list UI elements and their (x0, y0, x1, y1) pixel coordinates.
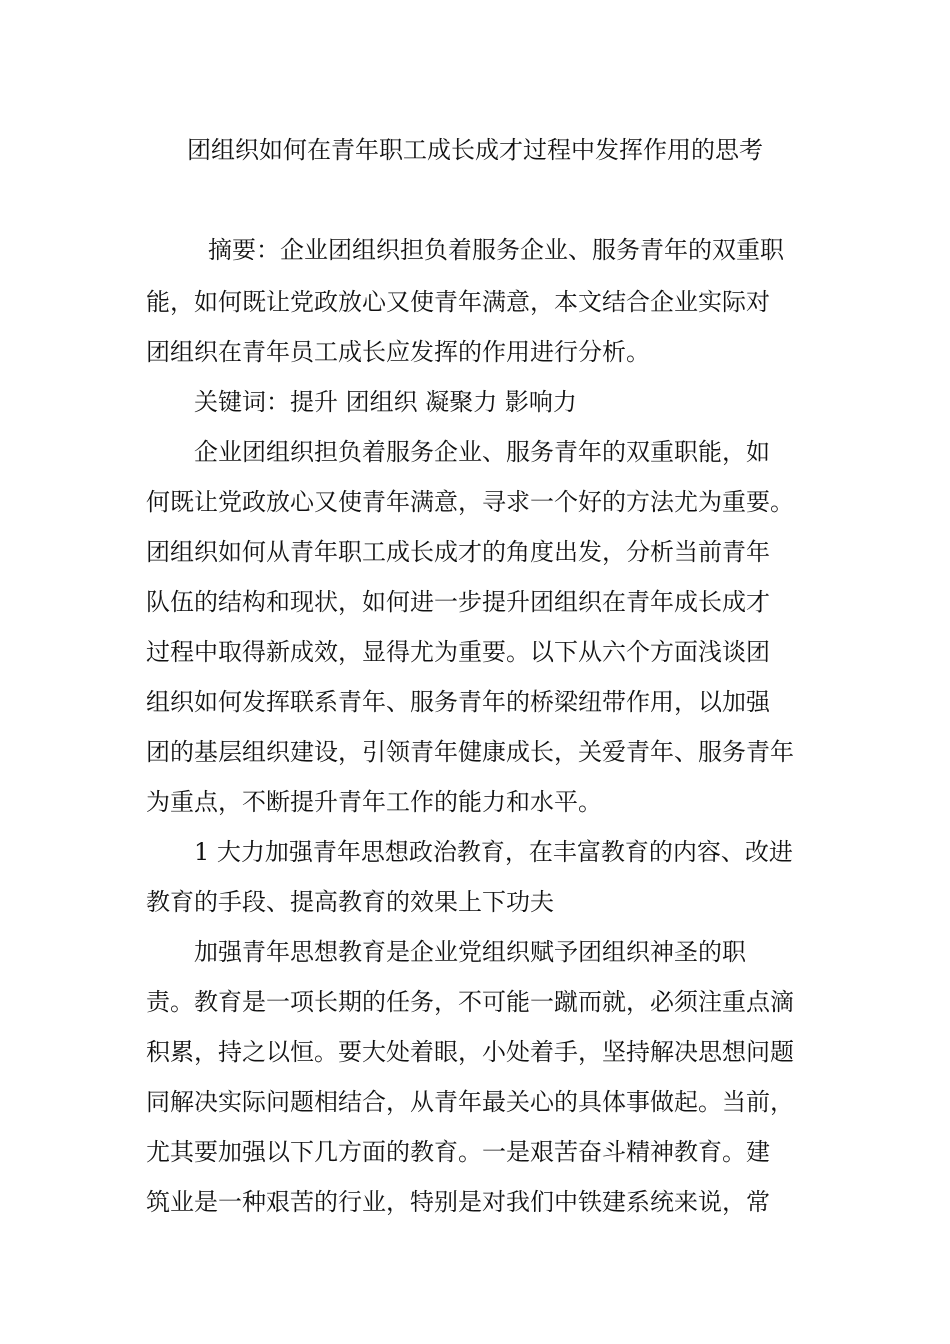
body-line-4: 队伍的结构和现状，如何进一步提升团组织在青年成长成才 (146, 588, 770, 616)
document-title: 团组织如何在青年职工成长成才过程中发挥作用的思考 (187, 136, 763, 164)
body-line-8: 为重点，不断提升青年工作的能力和水平。 (146, 788, 602, 816)
abstract-line-2: 能，如何既让党政放心又使青年满意，本文结合企业实际对 (146, 288, 770, 316)
abstract-line-1: 摘要：企业团组织担负着服务企业、服务青年的双重职 (208, 236, 784, 264)
section-body-line-3: 积累，持之以恒。要大处着眼，小处着手，坚持解决思想问题 (146, 1038, 794, 1066)
body-line-2: 何既让党政放心又使青年满意，寻求一个好的方法尤为重要。 (146, 488, 794, 516)
section-heading-line-1: 1 大力加强青年思想政治教育，在丰富教育的内容、改进 (194, 838, 793, 866)
section-heading-line-2: 教育的手段、提高教育的效果上下功夫 (146, 888, 554, 916)
body-line-6: 组织如何发挥联系青年、服务青年的桥梁纽带作用，以加强 (146, 688, 770, 716)
keywords-line: 关键词：提升 团组织 凝聚力 影响力 (194, 388, 577, 416)
section-body-line-4: 同解决实际问题相结合，从青年最关心的具体事做起。当前， (146, 1088, 794, 1116)
section-body-line-2: 责。教育是一项长期的任务，不可能一蹴而就，必须注重点滴 (146, 988, 794, 1016)
section-body-line-1: 加强青年思想教育是企业党组织赋予团组织神圣的职 (194, 938, 746, 966)
body-line-7: 团的基层组织建设，引领青年健康成长，关爱青年、服务青年 (146, 738, 794, 766)
section-body-line-5: 尤其要加强以下几方面的教育。一是艰苦奋斗精神教育。建 (146, 1138, 770, 1166)
body-line-5: 过程中取得新成效，显得尤为重要。以下从六个方面浅谈团 (146, 638, 770, 666)
abstract-line-3: 团组织在青年员工成长应发挥的作用进行分析。 (146, 338, 650, 366)
section-body-line-6: 筑业是一种艰苦的行业，特别是对我们中铁建系统来说，常 (146, 1188, 770, 1216)
body-line-1: 企业团组织担负着服务企业、服务青年的双重职能，如 (194, 438, 770, 466)
body-line-3: 团组织如何从青年职工成长成才的角度出发，分析当前青年 (146, 538, 770, 566)
